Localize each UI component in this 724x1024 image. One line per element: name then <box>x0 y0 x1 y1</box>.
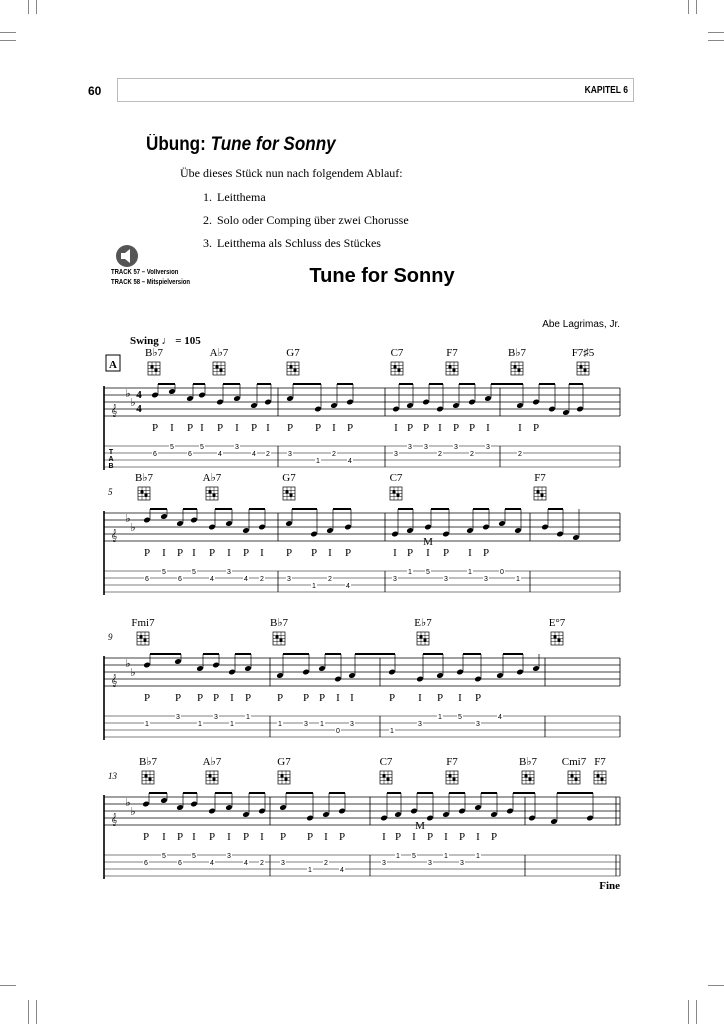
picking-letter: P <box>422 422 430 434</box>
picking-letter: P <box>318 692 326 704</box>
tab-number: 4 <box>244 860 248 867</box>
tab-number: 1 <box>390 728 394 735</box>
picking-letter: P <box>346 422 354 434</box>
section-label: A <box>109 359 117 371</box>
tab-number: 3 <box>444 576 448 583</box>
picking-letter: P <box>406 422 414 434</box>
tab-clef: A <box>108 456 114 463</box>
tab-number: 3 <box>287 576 291 583</box>
tab-number: 3 <box>288 451 292 458</box>
diagram-dot <box>212 777 215 780</box>
list-item: 1. Leitthema <box>203 190 266 204</box>
tab-number: 3 <box>393 576 397 583</box>
diagram-dot <box>396 493 399 496</box>
chord-symbol: B♭7 <box>144 347 164 359</box>
tab-number: 5 <box>162 853 166 860</box>
diagram-dot <box>284 777 287 780</box>
diagram-dot <box>280 774 283 777</box>
picking-letter: P <box>442 547 450 559</box>
tab-number: 4 <box>498 714 502 721</box>
picking-letter: P <box>208 547 216 559</box>
picking-letter: P <box>426 831 434 843</box>
tab-number: 3 <box>176 714 180 721</box>
picking-letter: I <box>227 831 231 843</box>
picking-letter: I <box>324 831 328 843</box>
picking-letter: P <box>174 692 182 704</box>
tab-number: 1 <box>316 458 320 465</box>
picking-letter: P <box>276 692 284 704</box>
diagram-dot <box>448 774 451 777</box>
picking-letter: I <box>418 692 422 704</box>
tab-number: 1 <box>145 721 149 728</box>
tab-number: 3 <box>227 569 231 576</box>
diagram-dot <box>150 365 153 368</box>
tab-number: 2 <box>518 451 522 458</box>
chord-symbol: A♭7 <box>202 472 222 484</box>
diagram-dot <box>393 365 396 368</box>
chord-symbol: C7 <box>379 756 393 768</box>
tab-number: 3 <box>424 444 428 451</box>
tab-number: 6 <box>188 451 192 458</box>
tab-number: 2 <box>332 451 336 458</box>
chord-symbol: E♭7 <box>414 617 432 629</box>
tab-number: 2 <box>438 451 442 458</box>
picking-letter: P <box>302 692 310 704</box>
chord-symbol: E°7 <box>548 617 566 629</box>
picking-letter: P <box>208 831 216 843</box>
chord-symbol: F7 <box>594 756 606 768</box>
tab-number: 4 <box>348 458 352 465</box>
measure-number: 13 <box>108 771 117 781</box>
exercise-label: Übung: <box>146 134 206 155</box>
tab-number: 6 <box>153 451 157 458</box>
chord-symbol: B♭7 <box>518 756 538 768</box>
tab-number: 1 <box>308 867 312 874</box>
diagram-dot <box>423 638 426 641</box>
tab-number: 4 <box>210 576 214 583</box>
diagram-dot <box>596 774 599 777</box>
picking-letter: P <box>452 422 460 434</box>
tab-number: 5 <box>192 569 196 576</box>
diagram-dot <box>419 635 422 638</box>
list-item: 2. Solo oder Comping über zwei Chorusse <box>203 213 409 227</box>
picking-letter: I <box>486 422 490 434</box>
tab-number: 3 <box>394 451 398 458</box>
flat-icon: ♭ <box>130 397 136 409</box>
tab-number: 1 <box>312 583 316 590</box>
exercise-intro: Übe dieses Stück nun nach folgendem Ablauf: <box>180 166 403 180</box>
diagram-dot <box>386 777 389 780</box>
diagram-dot <box>139 635 142 638</box>
list-item: 3. Leitthema als Schluss des Stückes <box>203 236 381 250</box>
diagram-dot <box>513 365 516 368</box>
picking-letter: I <box>260 831 264 843</box>
time-signature: 4 <box>136 403 142 415</box>
chord-symbol: F7 <box>446 347 458 359</box>
picking-letter: P <box>406 547 414 559</box>
flat-icon: ♭ <box>130 806 136 818</box>
chord-symbol: B♭7 <box>134 472 154 484</box>
tab-number: 1 <box>246 714 250 721</box>
chord-symbol: C7 <box>389 472 403 484</box>
tab-number: 5 <box>170 444 174 451</box>
song-title: Tune for Sonny <box>309 265 455 287</box>
flat-icon: ♭ <box>130 522 136 534</box>
tab-number: 6 <box>145 576 149 583</box>
flat-icon: ♭ <box>130 667 136 679</box>
tab-number: 5 <box>412 853 416 860</box>
picking-letter: P <box>143 692 151 704</box>
picking-letter: P <box>143 547 151 559</box>
picking-letter: I <box>332 422 336 434</box>
picking-letter: P <box>186 422 194 434</box>
diagram-dot <box>285 490 288 493</box>
picking-letter: P <box>142 831 150 843</box>
tab-number: 1 <box>320 721 324 728</box>
tab-number: 2 <box>470 451 474 458</box>
treble-clef-icon: 𝄞 <box>110 530 118 542</box>
tab-number: 3 <box>227 853 231 860</box>
tab-number: 1 <box>408 569 412 576</box>
track-playalong: TRACK 58 – Mitspielversion <box>111 279 191 286</box>
diagram-dot <box>219 368 222 371</box>
chord-symbol: F7 <box>534 472 546 484</box>
tempo-marking: Swing ♩ = 105 <box>130 335 201 347</box>
chord-symbol: F7 <box>446 756 458 768</box>
flat-icon: ♭ <box>125 388 131 400</box>
picking-letter: I <box>394 422 398 434</box>
picking-letter: I <box>382 831 386 843</box>
picking-letter: P <box>468 422 476 434</box>
picking-letter: P <box>285 547 293 559</box>
picking-letter: I <box>438 422 442 434</box>
diagram-dot <box>144 774 147 777</box>
picking-letter: P <box>242 831 250 843</box>
tab-number: 6 <box>178 860 182 867</box>
tab-number: 4 <box>252 451 256 458</box>
tab-number: 1 <box>476 853 480 860</box>
tab-number: 4 <box>340 867 344 874</box>
picking-letter: P <box>310 547 318 559</box>
picking-letter: P <box>250 422 258 434</box>
diagram-dot <box>517 368 520 371</box>
tab-clef: T <box>108 449 114 456</box>
tab-number: 5 <box>200 444 204 451</box>
picking-letter: P <box>532 422 540 434</box>
fingering-mark: M <box>415 820 425 832</box>
picking-letter: P <box>286 422 294 434</box>
picking-letter: I <box>192 547 196 559</box>
composer: Abe Lagrimas, Jr. <box>542 319 620 330</box>
diagram-dot <box>448 365 451 368</box>
chord-symbol: F7♯5 <box>571 347 595 359</box>
treble-clef-icon: 𝄞 <box>110 814 118 826</box>
chord-symbol: B♭7 <box>138 756 158 768</box>
treble-clef-icon: 𝄞 <box>110 405 118 417</box>
tab-number: 6 <box>144 860 148 867</box>
diagram-dot <box>583 368 586 371</box>
picking-letter: I <box>412 831 416 843</box>
diagram-dot <box>553 635 556 638</box>
tab-number: 2 <box>260 576 264 583</box>
picking-letter: I <box>458 692 462 704</box>
chord-symbol: C7 <box>390 347 404 359</box>
diagram-dot <box>293 368 296 371</box>
picking-letter: P <box>279 831 287 843</box>
chord-symbol: B♭7 <box>269 617 289 629</box>
tab-number: 2 <box>266 451 270 458</box>
tab-number: 4 <box>210 860 214 867</box>
flat-icon: ♭ <box>125 658 131 670</box>
diagram-dot <box>536 490 539 493</box>
tab-number: 3 <box>486 444 490 451</box>
tab-number: 4 <box>218 451 222 458</box>
track-full: TRACK 57 – Vollversion <box>111 269 179 276</box>
picking-letter: I <box>444 831 448 843</box>
picking-letter: I <box>235 422 239 434</box>
picking-letter: P <box>388 692 396 704</box>
picking-letter: P <box>458 831 466 843</box>
tab-number: 3 <box>476 721 480 728</box>
tab-number: 1 <box>516 576 520 583</box>
tab-number: 3 <box>428 860 432 867</box>
chord-symbol: B♭7 <box>507 347 527 359</box>
picking-letter: P <box>216 422 224 434</box>
picking-letter: P <box>394 831 402 843</box>
picking-letter: P <box>306 831 314 843</box>
diagram-dot <box>570 774 573 777</box>
chord-symbol: A♭7 <box>209 347 229 359</box>
diagram-dot <box>600 777 603 780</box>
picking-letter: I <box>227 547 231 559</box>
diagram-dot <box>144 493 147 496</box>
tab-number: 3 <box>408 444 412 451</box>
tab-number: 1 <box>230 721 234 728</box>
chord-symbol: Fmi7 <box>131 617 155 629</box>
picking-letter: I <box>336 692 340 704</box>
tab-number: 3 <box>350 721 354 728</box>
tab-number: 5 <box>162 569 166 576</box>
diagram-dot <box>392 490 395 493</box>
chord-symbol: Cmi7 <box>561 756 587 768</box>
picking-letter: P <box>151 422 159 434</box>
diagram-dot <box>397 368 400 371</box>
diagram-dot <box>215 365 218 368</box>
chord-symbol: A♭7 <box>202 756 222 768</box>
picking-letter: P <box>474 692 482 704</box>
tab-number: 3 <box>214 714 218 721</box>
measure-number: 9 <box>108 632 113 642</box>
picking-letter: P <box>338 831 346 843</box>
diagram-dot <box>557 638 560 641</box>
picking-letter: I <box>260 547 264 559</box>
diagram-dot <box>279 638 282 641</box>
picking-letter: P <box>490 831 498 843</box>
diagram-dot <box>574 777 577 780</box>
picking-letter: I <box>518 422 522 434</box>
tab-number: 5 <box>458 714 462 721</box>
diagram-dot <box>140 490 143 493</box>
time-signature: 4 <box>136 389 142 401</box>
tab-number: 5 <box>426 569 430 576</box>
picking-letter: I <box>393 547 397 559</box>
flat-icon: ♭ <box>125 513 131 525</box>
diagram-dot <box>452 777 455 780</box>
diagram-dot <box>524 774 527 777</box>
tab-number: 6 <box>178 576 182 583</box>
picking-letter: I <box>328 547 332 559</box>
picking-letter: P <box>244 692 252 704</box>
diagram-dot <box>143 638 146 641</box>
tab-number: 1 <box>278 721 282 728</box>
tab-number: 2 <box>260 860 264 867</box>
diagram-dot <box>289 493 292 496</box>
tab-number: 1 <box>468 569 472 576</box>
diagram-dot <box>540 493 543 496</box>
diagram-dot <box>208 774 211 777</box>
tab-number: 3 <box>484 576 488 583</box>
chapter-label: KAPITEL 6 <box>584 85 628 96</box>
diagram-dot <box>148 777 151 780</box>
tab-number: 1 <box>444 853 448 860</box>
tab-number: 4 <box>244 576 248 583</box>
tab-clef: B <box>108 463 114 470</box>
flat-icon: ♭ <box>125 797 131 809</box>
tab-number: 3 <box>235 444 239 451</box>
diagram-dot <box>382 774 385 777</box>
picking-letter: I <box>468 547 472 559</box>
diagram-dot <box>579 365 582 368</box>
tab-number: 1 <box>396 853 400 860</box>
chord-symbol: G7 <box>277 756 291 768</box>
picking-letter: I <box>162 831 166 843</box>
picking-letter: P <box>482 547 490 559</box>
picking-letter: P <box>176 831 184 843</box>
tab-number: 3 <box>281 860 285 867</box>
tab-number: 4 <box>346 583 350 590</box>
picking-letter: P <box>344 547 352 559</box>
picking-letter: I <box>162 547 166 559</box>
treble-clef-icon: 𝄞 <box>110 675 118 687</box>
tab-number: 2 <box>328 576 332 583</box>
tab-number: 3 <box>460 860 464 867</box>
tab-number: 3 <box>304 721 308 728</box>
picking-letter: I <box>230 692 234 704</box>
picking-letter: I <box>350 692 354 704</box>
tab-number: 1 <box>198 721 202 728</box>
picking-letter: P <box>196 692 204 704</box>
diagram-dot <box>208 490 211 493</box>
picking-letter: I <box>476 831 480 843</box>
tab-number: 3 <box>382 860 386 867</box>
picking-letter: P <box>436 692 444 704</box>
diagram-dot <box>289 365 292 368</box>
tab-number: 5 <box>192 853 196 860</box>
tab-number: 3 <box>418 721 422 728</box>
picking-letter: P <box>242 547 250 559</box>
picking-letter: I <box>426 547 430 559</box>
measure-number: 5 <box>108 487 113 497</box>
tab-number: 1 <box>438 714 442 721</box>
fine-marking: Fine <box>599 880 620 892</box>
diagram-dot <box>275 635 278 638</box>
exercise-name: Tune for Sonny <box>210 134 336 155</box>
diagram-dot <box>154 368 157 371</box>
picking-letter: P <box>176 547 184 559</box>
fingering-mark: M <box>423 536 433 548</box>
picking-letter: P <box>314 422 322 434</box>
picking-letter: I <box>170 422 174 434</box>
picking-letter: I <box>200 422 204 434</box>
page-number: 60 <box>88 84 102 98</box>
diagram-dot <box>528 777 531 780</box>
picking-letter: I <box>266 422 270 434</box>
tab-number: 0 <box>336 728 340 735</box>
picking-letter: I <box>192 831 196 843</box>
chord-symbol: G7 <box>286 347 300 359</box>
tab-number: 2 <box>324 860 328 867</box>
tab-number: 3 <box>454 444 458 451</box>
diagram-dot <box>212 493 215 496</box>
tab-number: 0 <box>500 569 504 576</box>
chord-symbol: G7 <box>282 472 296 484</box>
picking-letter: P <box>212 692 220 704</box>
diagram-dot <box>452 368 455 371</box>
